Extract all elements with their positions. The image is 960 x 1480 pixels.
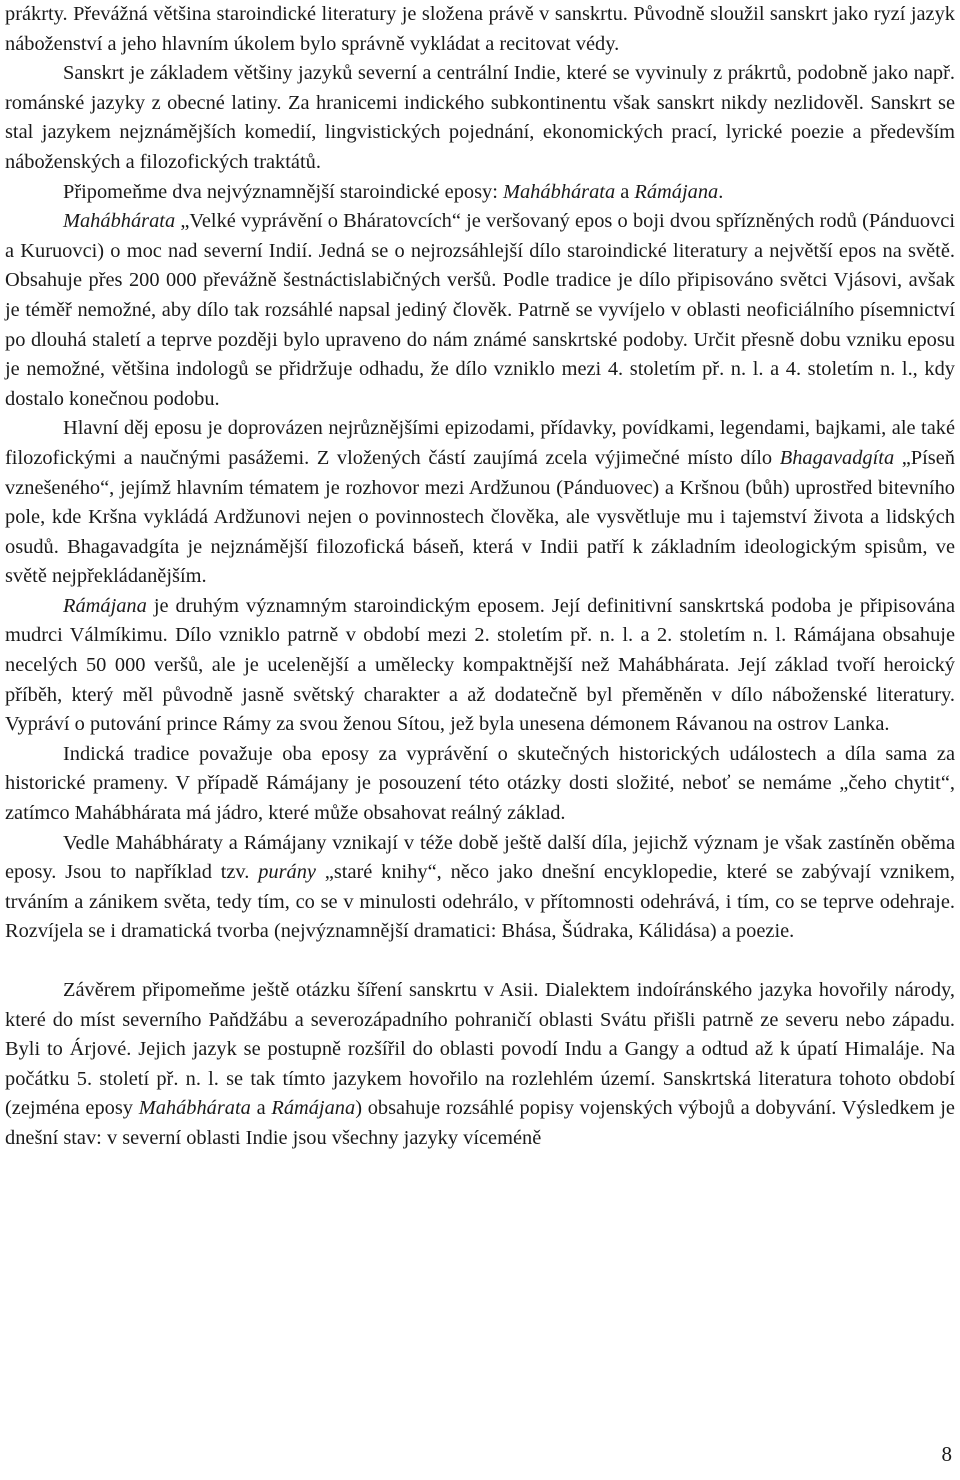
italic-title: purány (258, 861, 316, 884)
text-run: „Píseň vznešeného“, jejímž hlavním tématem je rozhovor mezi Ardžunou (Pánduovec) a Kršnou (bůh) uprostřed bitevního pole, kde Kršna vykládá Ardžunovi nejen o povinnostech člověka, ale vysvětluje mu i tajemství života a lidských osudů. Bhagavadgíta je nejznámější filozofická báseň, která v Indii patří k základním ideologickým spisům, ve světě nejpřekládanějším. (5, 446, 955, 588)
page-number: 8 (941, 1442, 952, 1466)
paragraph (5, 976, 955, 1154)
text-run: . (718, 180, 724, 203)
text-run: je druhým významným staroindickým eposem. Její definitivní sanskrtská podoba je připisována mudrci Válmíkimu. Dílo vzniklo patrně v období mezi 2. stoletím př. n. l. a 2. stoletím n. l. Rámájana obsahuje necelých 50 000 veršů, ale je ucelenější a umělecky kompaktnější než Mahábhárata. Její základ tvoří heroický příběh, který měl původně jasně světský charakter a až dodatečně byl přeměněn v dílo náboženské literatury. Vypráví o putování prince Rámy za svou ženou Sítou, jež byla unesena démonem Rávanou na ostrov Lanka. (5, 594, 955, 736)
paragraph (5, 829, 955, 947)
text-run: a (615, 180, 635, 203)
italic-title: Mahábhárata (63, 210, 176, 233)
text-run: Vedle Mahábháraty a Rámájany vznikají v téže době ještě další díla, jejichž význam je však zastíněn oběma eposy. Jsou to například tzv. (5, 831, 955, 884)
paragraph (5, 178, 955, 208)
text-run: Hlavní děj eposu je doprovázen nejrůznějšími epizodami, přídavky, povídkami, legendami, bajkami, ale také filozofickými a naučnými pasážemi. Z vložených částí zaujímá zcela výjimečné místo dílo (5, 417, 955, 469)
italic-title: Mahábhárata (503, 180, 616, 203)
text-run: prákrty. Převážná většina staroindické literatury je složena právě v sanskrtu. Původně sloužil sanskrt jako ryzí jazyk náboženství a jeho hlavním úkolem bylo správně vykládat a recitovat védy. (5, 3, 955, 55)
text-run: Připomeňme dva nejvýznamnější staroindické eposy: (63, 180, 503, 203)
paragraph-gap (5, 947, 955, 976)
italic-title: Mahábhárata (138, 1097, 251, 1120)
italic-title: Rámájana (63, 594, 147, 617)
paragraph (5, 592, 955, 740)
text-run: Závěrem připomeňme ještě otázku šíření sanskrtu v Asii. Dialektem indoíránského jazyka hovořily národy, které do míst severního Paňdžábu a severozápadního pohraničí oblasti Svátu přišli patrně ze severu nebo západu. Byli to Árjové. Jejich jazyk se postupně rozšířil do oblasti povodí Indu a Gangy a odtud až k úpatí Himaláje. Na počátku 5. století př. n. l. se tak tímto jazykem hovořilo na rozlehlém území. Sanskrtská literatura tohoto období (zejména eposy (5, 979, 955, 1120)
text-run: ) obsahuje rozsáhlé popisy vojenských výbojů a dobyvání. Výsledkem je dnešní stav: v severní oblasti Indie jsou všechny jazyky víceméně (5, 1097, 955, 1149)
text-run: a (250, 1097, 272, 1120)
paragraph (5, 414, 955, 592)
paragraph (5, 207, 955, 414)
italic-title: Rámájana (271, 1097, 356, 1120)
text-run: Indická tradice považuje oba eposy za vyprávění o skutečných historických událostech a díla sama za historické prameny. V případě Rámájany je posouzení této otázky dosti složité, neboť se nemáme „čeho chytit“, zatímco Mahábhárata má jádro, které může obsahovat reálný základ. (5, 742, 955, 825)
text-run: Sanskrt je základem většiny jazyků severní a centrální Indie, které se vyvinuly z prákrtů, podobně jako např. románské jazyky z obecné latiny. Za hranicemi indického subkontinentu však sanskrt nikdy nezlidověl. Sanskrt se stal jazykem nejznámějších komedií, lingvistických pojednání, ekonomických prací, lyrické poezie a především náboženských a filozofických traktátů. (5, 62, 955, 173)
body-text (5, 0, 955, 1154)
paragraph (5, 740, 955, 829)
text-run: „Velké vyprávění o Bháratovcích“ je veršovaný epos o boji dvou spřízněných rodů (Pánduovci a Kuruovci) o moc nad severní Indií. Jedná se o nejrozsáhlejší dílo staroindické literatury a největší epos na světě. Obsahuje přes 200 000 převážně šestnáctislabičných veršů. Podle tradice je dílo připisováno světci Vjásovi, avšak je téměř nemožné, aby dílo tak rozsáhlé napsal jediný člověk. Patrně se vyvíjelo v oblasti neoficiálního písemnictví po dlouhá staletí a teprve později bylo upraveno do nám známé sanskrtské podoby. Určit přesně dobu vzniku eposu je nemožné, většina indologů se přidržuje odhadu, že dílo vzniklo mezi 4. stoletím př. n. l. a 4. stoletím n. l., kdy dostalo konečnou podobu. (5, 210, 955, 410)
document-page (5, 0, 955, 1154)
italic-title: Rámájana (634, 180, 719, 203)
text-run: „staré knihy“, něco jako dnešní encyklopedie, které se zabývají vznikem, trváním a zánikem světa, tedy tím, co se v minulosti odehrálo, v přítomnosti odehrává, i tím, co se teprve odehraje. Rozvíjela se i dramatická tvorba (nejvýznamnější dramatici: Bhása, Šúdraka, Kálidása) a poezie. (5, 861, 955, 943)
paragraph (5, 59, 955, 177)
italic-title: Bhagavadgíta (779, 446, 895, 469)
paragraph (5, 0, 955, 59)
